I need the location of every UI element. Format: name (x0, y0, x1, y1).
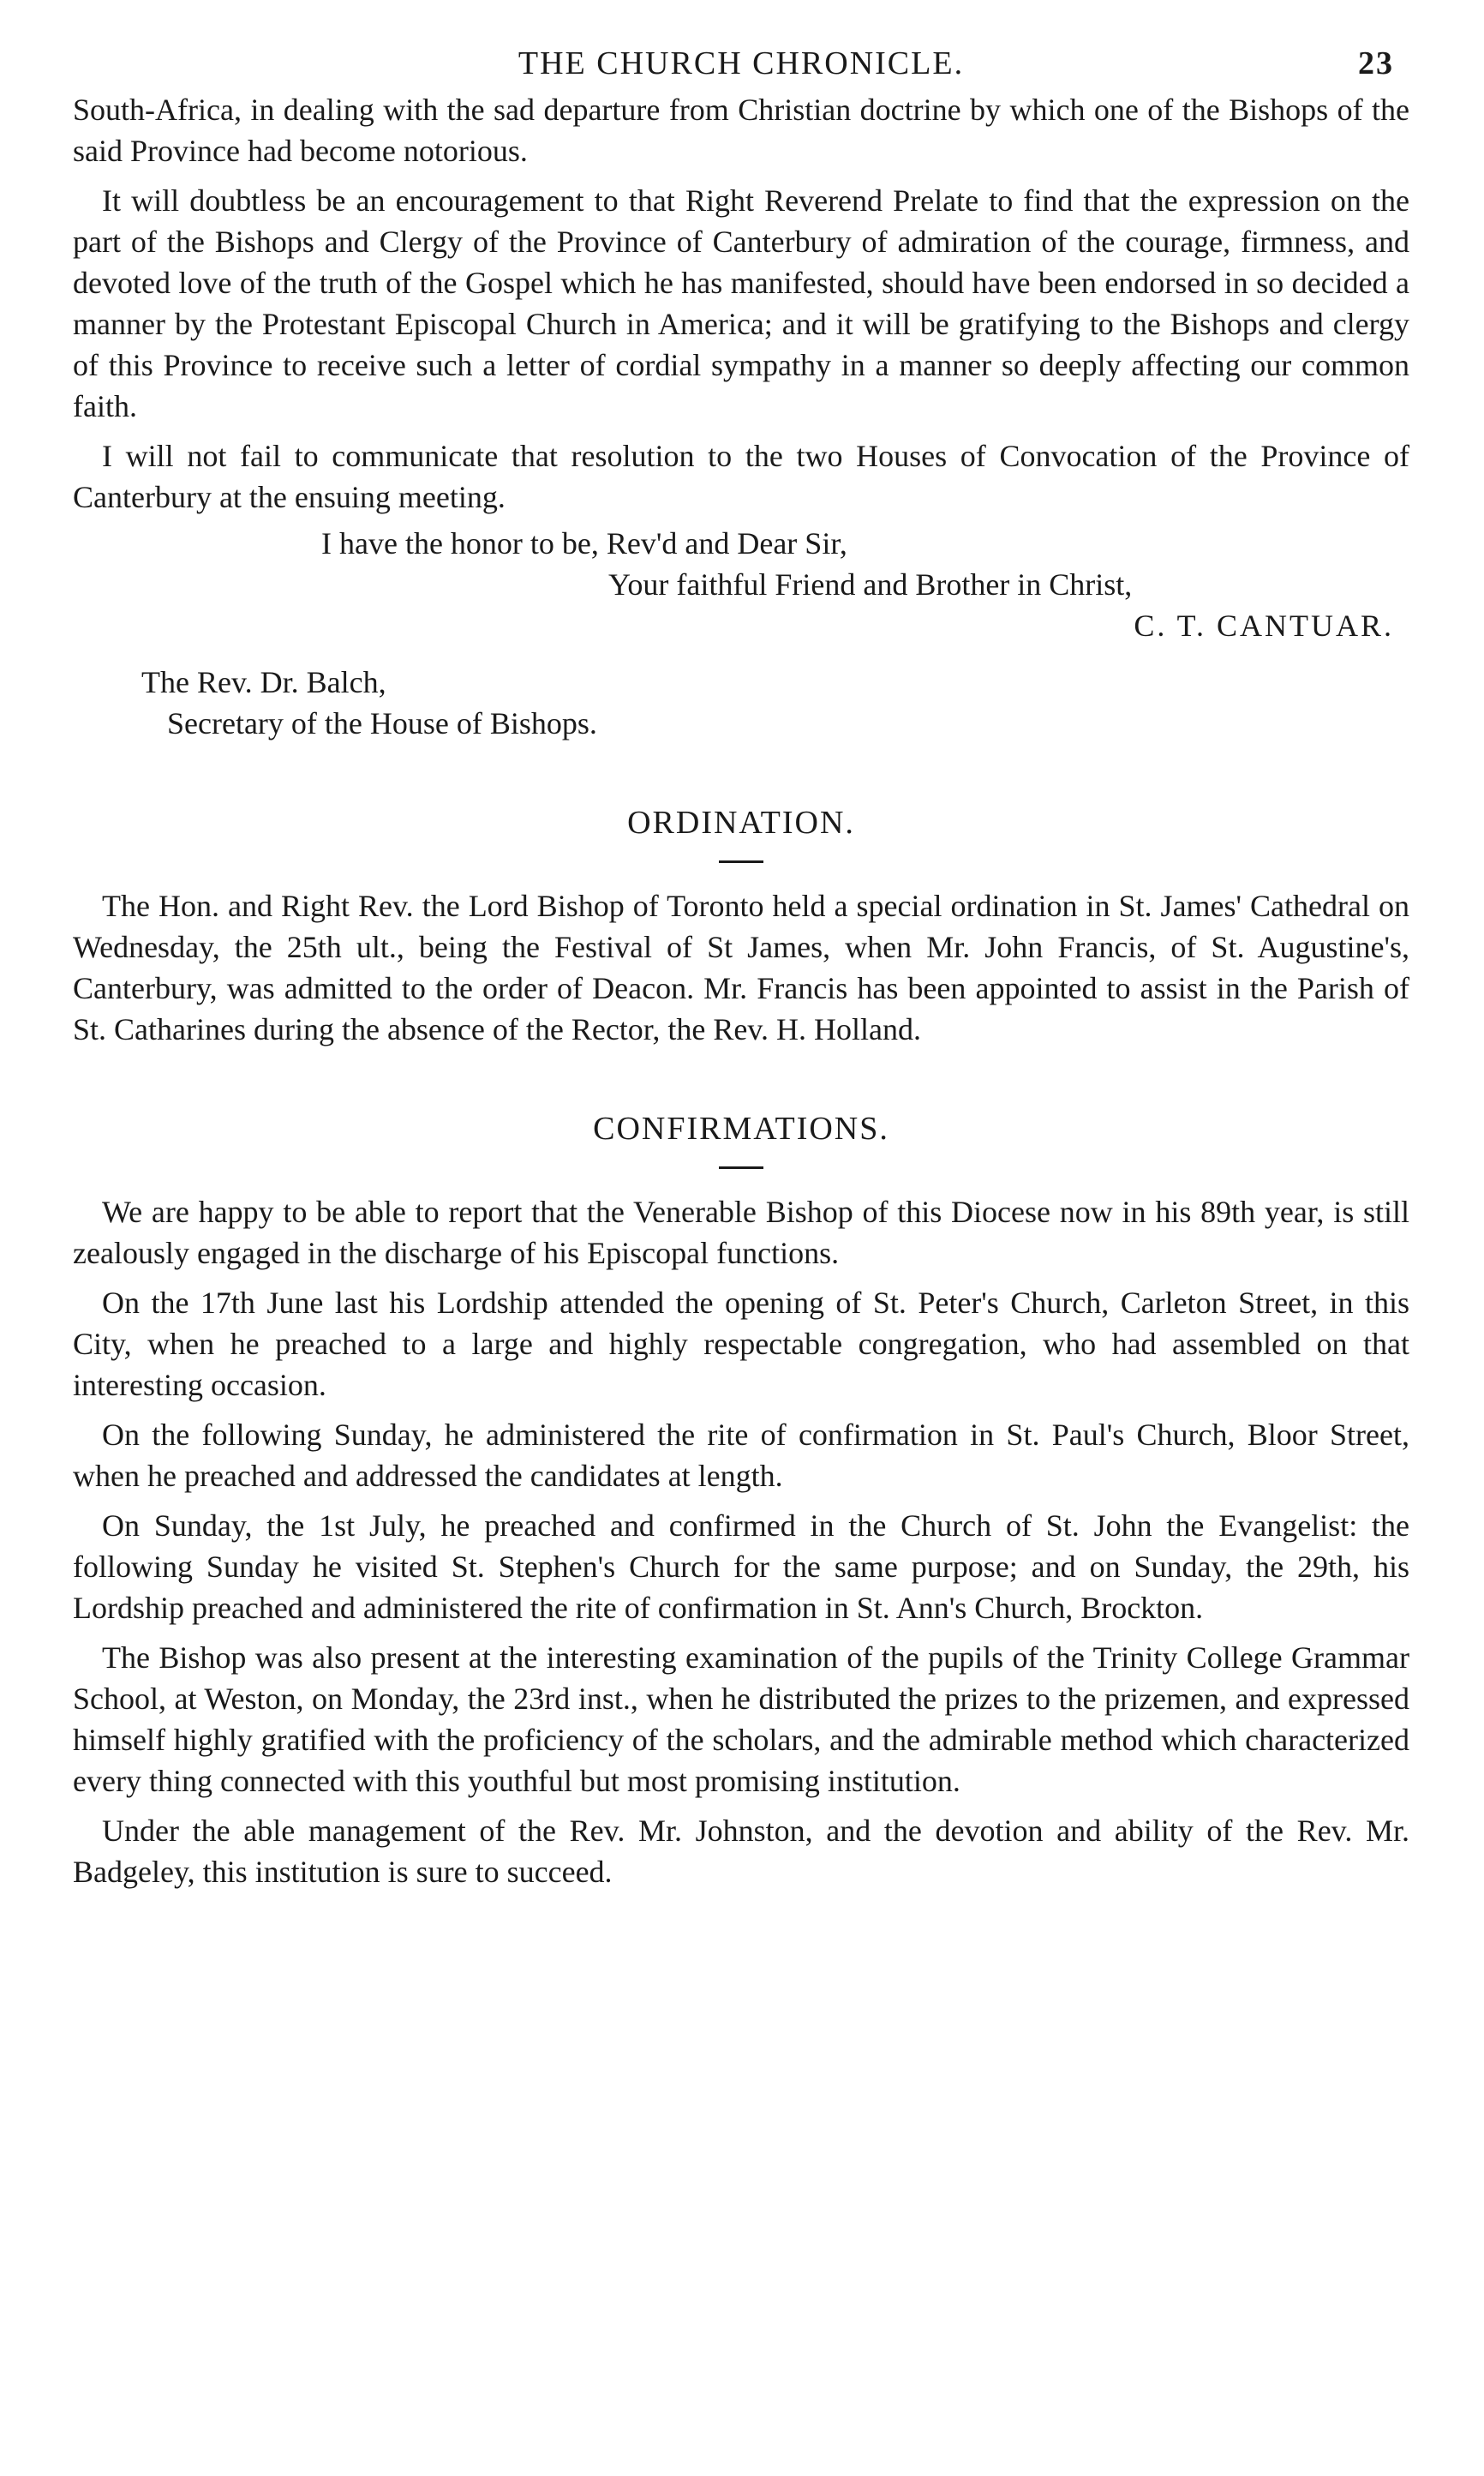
page-number: 23 (1358, 45, 1394, 81)
ordination-section (73, 804, 1409, 1050)
running-title: THE CHURCH CHRONICLE. (518, 45, 965, 81)
letter-section (73, 89, 1409, 744)
letter-closing: I have the honor to be, Rev'd and Dear Sir, (321, 526, 847, 561)
journal-page (73, 34, 1409, 1892)
confirmations-paragraph: Under the able management of the Rev. Mr. Johnston, and the devotion and ability of the Rev. Mr. Badgeley, this institution is sure to succeed. (73, 1814, 1409, 1889)
letter-recipient-title: Secretary of the House of Bishops. (167, 706, 597, 740)
section-heading-ordination: ORDINATION. (627, 805, 855, 841)
letter-valediction: Your faithful Friend and Brother in Christ, (608, 567, 1133, 602)
section-heading-confirmations: CONFIRMATIONS. (593, 1111, 889, 1147)
heading-rule (719, 1166, 763, 1169)
ordination-paragraph: The Hon. and Right Rev. the Lord Bishop of Toronto held a special ordination in St. James' Cathedral on Wednesday, the 25th ult., being the Festival of St James, when Mr. John Francis, of St. Augustine's, Canterbury, was admitted to the order of Deacon. Mr. Francis has been appointed to assist in the Parish of St. Catharines during the absence of the Rector, the Rev. H. Holland. (73, 889, 1409, 1046)
running-head (73, 34, 1409, 89)
letter-signature: C. T. CANTUAR. (1134, 609, 1394, 643)
confirmations-paragraph: The Bishop was also present at the interesting examination of the pupils of the Trinity College Grammar School, at Weston, on Monday, the 23rd inst., when he distributed the prizes to the prizemen, and expressed himself highly gratified with the proficiency of the scholars, and the admirable method which characterized every thing connected with this youthful but most promising institution. (73, 1640, 1409, 1798)
confirmations-section (73, 1110, 1409, 1892)
letter-recipient: The Rev. Dr. Balch, (141, 665, 386, 699)
letter-paragraph-continued: South-Africa, in dealing with the sad departure from Christian doctrine by which one of the Bishops of the said Province had become notorious. (73, 93, 1409, 168)
heading-rule (719, 860, 763, 863)
confirmations-paragraph: We are happy to be able to report that the Venerable Bishop of this Diocese now in his 89th year, is still zealously engaged in the discharge of his Episcopal functions. (73, 1195, 1409, 1270)
confirmations-paragraph: On the following Sunday, he administered the rite of confirmation in St. Paul's Church, Bloor Street, when he preached and addressed the candidates at length. (73, 1418, 1409, 1493)
letter-paragraph: It will doubtless be an encouragement to that Right Reverend Prelate to find that the expression on the part of the Bishops and Clergy of the Province of Canterbury of admiration of the courage, firmness, and devoted love of the truth of the Gospel which he has manifested, should have been endorsed in so decided a manner by the Protestant Episcopal Church in America; and it will be gratifying to the Bishops and clergy of this Province to receive such a letter of cordial sympathy in a manner so deeply affecting our common faith. (73, 183, 1409, 423)
letter-paragraph: I will not fail to communicate that resolution to the two Houses of Convocation of the Province of Canterbury at the ensuing meeting. (73, 439, 1409, 514)
confirmations-paragraph: On the 17th June last his Lordship attended the opening of St. Peter's Church, Carleton Street, in this City, when he preached to a large and highly respectable congregation, who had assembled on that interesting occasion. (73, 1286, 1409, 1402)
confirmations-paragraph: On Sunday, the 1st July, he preached and confirmed in the Church of St. John the Evangelist: the following Sunday he visited St. Stephen's Church for the same purpose; and on Sunday, the 29th, his Lordship preached and administered the rite of confirmation in St. Ann's Church, Brockton. (73, 1508, 1409, 1625)
